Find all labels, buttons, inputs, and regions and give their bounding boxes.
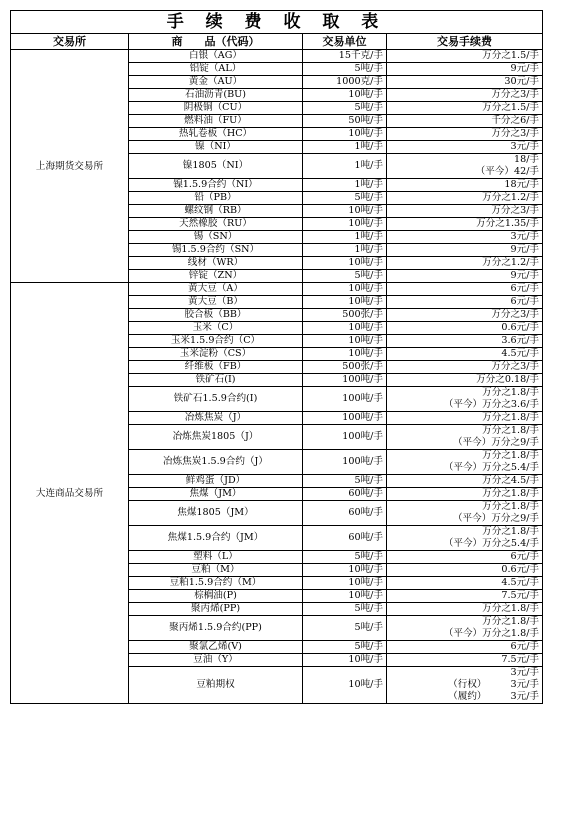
fee-line: （平今）万分之5.4/手 — [443, 538, 540, 549]
trading-fee — [387, 154, 543, 179]
trading-fee — [387, 335, 543, 348]
trading-unit: 60吨/手 — [303, 488, 387, 501]
trading-unit: 5吨/手 — [303, 551, 387, 564]
product-name: 燃料油（FU） — [129, 115, 303, 128]
fee-line: 万分之1.35/手 — [476, 218, 540, 229]
fee-line: （平今）42/手 — [475, 166, 540, 177]
product-name: 豆油（Y） — [129, 654, 303, 667]
fee-line: 万分之3/手 — [491, 309, 540, 320]
trading-fee — [387, 526, 543, 551]
trading-fee — [387, 590, 543, 603]
fee-line: 3元/手 — [510, 231, 540, 242]
product-name: 豆粕期权 — [129, 667, 303, 704]
table-row — [11, 50, 543, 63]
trading-unit: 5吨/手 — [303, 641, 387, 654]
trading-fee — [387, 179, 543, 192]
trading-fee — [387, 425, 543, 450]
fee-line: 万分之4.5/手 — [482, 475, 540, 486]
trading-unit: 10吨/手 — [303, 296, 387, 309]
trading-fee — [387, 616, 543, 641]
trading-unit: 10吨/手 — [303, 348, 387, 361]
trading-fee — [387, 115, 543, 128]
trading-fee — [387, 270, 543, 283]
product-name: 线材（WR） — [129, 257, 303, 270]
trading-unit: 100吨/手 — [303, 374, 387, 387]
product-name: 焦煤1.5.9合约（JM） — [129, 526, 303, 551]
trading-unit: 15千克/手 — [303, 50, 387, 63]
trading-unit: 5吨/手 — [303, 63, 387, 76]
trading-fee — [387, 283, 543, 296]
trading-unit: 1吨/手 — [303, 179, 387, 192]
product-name: 锡1.5.9合约（SN） — [129, 244, 303, 257]
product-name: 焦煤（JM） — [129, 488, 303, 501]
fee-line: 3.6元/手 — [501, 335, 540, 346]
fee-line: 万分之1.8/手 — [482, 412, 540, 423]
trading-unit: 1吨/手 — [303, 231, 387, 244]
fee-line: 万分之1.8/手 — [482, 616, 540, 627]
trading-fee — [387, 89, 543, 102]
product-name: 黄大豆（A） — [129, 283, 303, 296]
trading-unit: 5吨/手 — [303, 616, 387, 641]
fee-line: 0.6元/手 — [501, 564, 540, 575]
product-name: 聚丙烯1.5.9合约(PP) — [129, 616, 303, 641]
trading-fee — [387, 603, 543, 616]
trading-unit: 10吨/手 — [303, 577, 387, 590]
fee-line: 3元/手 — [510, 141, 540, 152]
product-name: 热轧卷板（HC） — [129, 128, 303, 141]
product-name: 白银（AG） — [129, 50, 303, 63]
table-body — [11, 50, 543, 704]
trading-unit: 10吨/手 — [303, 128, 387, 141]
product-name: 铁矿石1.5.9合约(I) — [129, 387, 303, 412]
trading-fee — [387, 257, 543, 270]
trading-fee — [387, 667, 543, 704]
fee-line: 7.5元/手 — [501, 590, 540, 601]
header-exchange: 交易所 — [11, 34, 129, 50]
fee-line: （平今）万分之3.6/手 — [443, 399, 540, 410]
fee-line: 万分之1.2/手 — [482, 192, 540, 203]
product-name: 螺纹钢（RB） — [129, 205, 303, 218]
trading-fee — [387, 76, 543, 89]
fee-line: 7.5元/手 — [501, 654, 540, 665]
exchange-name: 大连商品交易所 — [11, 283, 129, 704]
trading-fee — [387, 141, 543, 154]
fee-line: 6元/手 — [510, 296, 540, 307]
trading-fee — [387, 309, 543, 322]
trading-fee — [387, 641, 543, 654]
trading-fee — [387, 374, 543, 387]
trading-unit: 100吨/手 — [303, 450, 387, 475]
fee-line: 3元/手 — [510, 667, 540, 678]
exchange-name: 上海期货交易所 — [11, 50, 129, 283]
trading-unit: 100吨/手 — [303, 412, 387, 425]
fee-line: （行权） 3元/手 — [448, 679, 540, 690]
product-name: 聚氯乙烯(V) — [129, 641, 303, 654]
trading-fee — [387, 475, 543, 488]
trading-unit: 500张/手 — [303, 309, 387, 322]
product-name: 棕榈油(P) — [129, 590, 303, 603]
header-fee: 交易手续费 — [387, 34, 543, 50]
trading-unit: 1吨/手 — [303, 141, 387, 154]
product-name: 冶炼焦炭（J） — [129, 412, 303, 425]
trading-unit: 10吨/手 — [303, 283, 387, 296]
trading-fee — [387, 564, 543, 577]
fee-line: 万分之1.5/手 — [482, 50, 540, 61]
fee-line: 18/手 — [513, 154, 540, 165]
trading-fee — [387, 322, 543, 335]
fee-line: 4.5元/手 — [501, 348, 540, 359]
header-product: 商 品（代码） — [129, 34, 303, 50]
trading-unit: 10吨/手 — [303, 564, 387, 577]
product-name: 鲜鸡蛋（JD） — [129, 475, 303, 488]
fee-line: 6元/手 — [510, 551, 540, 562]
product-name: 豆粕1.5.9合约（M） — [129, 577, 303, 590]
product-name: 阴极铜（CU） — [129, 102, 303, 115]
product-name: 玉米淀粉（CS） — [129, 348, 303, 361]
product-name: 聚丙烯(PP) — [129, 603, 303, 616]
trading-fee — [387, 102, 543, 115]
product-name: 铁矿石(I) — [129, 374, 303, 387]
product-name: 黄金（AU） — [129, 76, 303, 89]
product-name: 天然橡胶（RU） — [129, 218, 303, 231]
product-name: 锌锭（ZN） — [129, 270, 303, 283]
fee-line: 万分之3/手 — [491, 89, 540, 100]
trading-unit: 10吨/手 — [303, 89, 387, 102]
trading-unit: 100吨/手 — [303, 425, 387, 450]
trading-unit: 100吨/手 — [303, 387, 387, 412]
product-name: 镍1.5.9合约（NI） — [129, 179, 303, 192]
trading-unit: 5吨/手 — [303, 102, 387, 115]
trading-unit: 5吨/手 — [303, 475, 387, 488]
trading-fee — [387, 551, 543, 564]
trading-fee — [387, 218, 543, 231]
fee-line: 万分之3/手 — [491, 205, 540, 216]
fee-line: 万分之3/手 — [491, 128, 540, 139]
product-name: 黄大豆（B） — [129, 296, 303, 309]
fee-line: 万分之1.2/手 — [482, 257, 540, 268]
trading-fee — [387, 501, 543, 526]
fee-line: 9元/手 — [510, 63, 540, 74]
trading-unit: 1吨/手 — [303, 244, 387, 257]
product-name: 冶炼焦炭1.5.9合约（J） — [129, 450, 303, 475]
trading-fee — [387, 577, 543, 590]
trading-unit: 10吨/手 — [303, 654, 387, 667]
trading-unit: 60吨/手 — [303, 526, 387, 551]
trading-unit: 1吨/手 — [303, 154, 387, 179]
trading-fee — [387, 231, 543, 244]
trading-unit: 500张/手 — [303, 361, 387, 374]
trading-unit: 5吨/手 — [303, 603, 387, 616]
trading-unit: 10吨/手 — [303, 667, 387, 704]
fee-line: 万分之1.8/手 — [482, 425, 540, 436]
fee-line: 6元/手 — [510, 641, 540, 652]
trading-fee — [387, 387, 543, 412]
fee-line: 6元/手 — [510, 283, 540, 294]
product-name: 石油沥青(BU) — [129, 89, 303, 102]
fee-line: （平今）万分之9/手 — [452, 437, 540, 448]
trading-unit: 10吨/手 — [303, 590, 387, 603]
product-name: 冶炼焦炭1805（J） — [129, 425, 303, 450]
fee-line: 万分之1.8/手 — [482, 603, 540, 614]
table-row — [11, 283, 543, 296]
fee-table — [10, 10, 543, 704]
product-name: 镍1805（NI） — [129, 154, 303, 179]
trading-fee — [387, 348, 543, 361]
fee-line: 万分之1.5/手 — [482, 102, 540, 113]
trading-fee — [387, 50, 543, 63]
trading-unit: 10吨/手 — [303, 335, 387, 348]
fee-line: （平今）万分之5.4/手 — [443, 462, 540, 473]
header-unit: 交易单位 — [303, 34, 387, 50]
product-name: 纤维板（FB） — [129, 361, 303, 374]
fee-line: （平今）万分之9/手 — [452, 513, 540, 524]
product-name: 豆粕（M） — [129, 564, 303, 577]
product-name: 玉米1.5.9合约（C） — [129, 335, 303, 348]
product-name: 胶合板（BB） — [129, 309, 303, 322]
fee-line: 千分之6/手 — [491, 115, 540, 126]
trading-unit: 50吨/手 — [303, 115, 387, 128]
fee-line: 万分之0.18/手 — [476, 374, 540, 385]
fee-line: 18元/手 — [504, 179, 540, 190]
fee-line: 万分之1.8/手 — [482, 526, 540, 537]
fee-line: 万分之1.8/手 — [482, 450, 540, 461]
product-name: 铅（PB） — [129, 192, 303, 205]
table-title: 手 续 费 收 取 表 — [11, 11, 543, 34]
product-name: 塑料（L） — [129, 551, 303, 564]
title-row — [11, 11, 543, 34]
product-name: 玉米（C） — [129, 322, 303, 335]
trading-fee — [387, 412, 543, 425]
fee-line: 万分之1.8/手 — [482, 488, 540, 499]
trading-fee — [387, 450, 543, 475]
trading-unit: 10吨/手 — [303, 322, 387, 335]
fee-line: 0.6元/手 — [501, 322, 540, 333]
trading-unit: 10吨/手 — [303, 205, 387, 218]
product-name: 焦煤1805（JM） — [129, 501, 303, 526]
fee-line: 万分之1.8/手 — [482, 387, 540, 398]
trading-fee — [387, 63, 543, 76]
fee-line: （平今）万分之1.8/手 — [443, 628, 540, 639]
trading-fee — [387, 488, 543, 501]
trading-unit: 1000克/手 — [303, 76, 387, 89]
product-name: 镍（NI） — [129, 141, 303, 154]
fee-line: （履约） 3元/手 — [448, 691, 540, 702]
product-name: 锡（SN） — [129, 231, 303, 244]
product-name: 铝锭（AL） — [129, 63, 303, 76]
trading-fee — [387, 192, 543, 205]
trading-fee — [387, 244, 543, 257]
trading-fee — [387, 361, 543, 374]
trading-fee — [387, 128, 543, 141]
trading-fee — [387, 654, 543, 667]
fee-line: 万分之3/手 — [491, 361, 540, 372]
trading-unit: 5吨/手 — [303, 270, 387, 283]
fee-line: 9元/手 — [510, 244, 540, 255]
trading-unit: 10吨/手 — [303, 218, 387, 231]
header-row — [11, 34, 543, 50]
fee-line: 9元/手 — [510, 270, 540, 281]
fee-line: 万分之1.8/手 — [482, 501, 540, 512]
fee-line: 30元/手 — [504, 76, 540, 87]
trading-unit: 10吨/手 — [303, 257, 387, 270]
trading-unit: 60吨/手 — [303, 501, 387, 526]
fee-line: 4.5元/手 — [501, 577, 540, 588]
trading-fee — [387, 296, 543, 309]
trading-unit: 5吨/手 — [303, 192, 387, 205]
trading-fee — [387, 205, 543, 218]
